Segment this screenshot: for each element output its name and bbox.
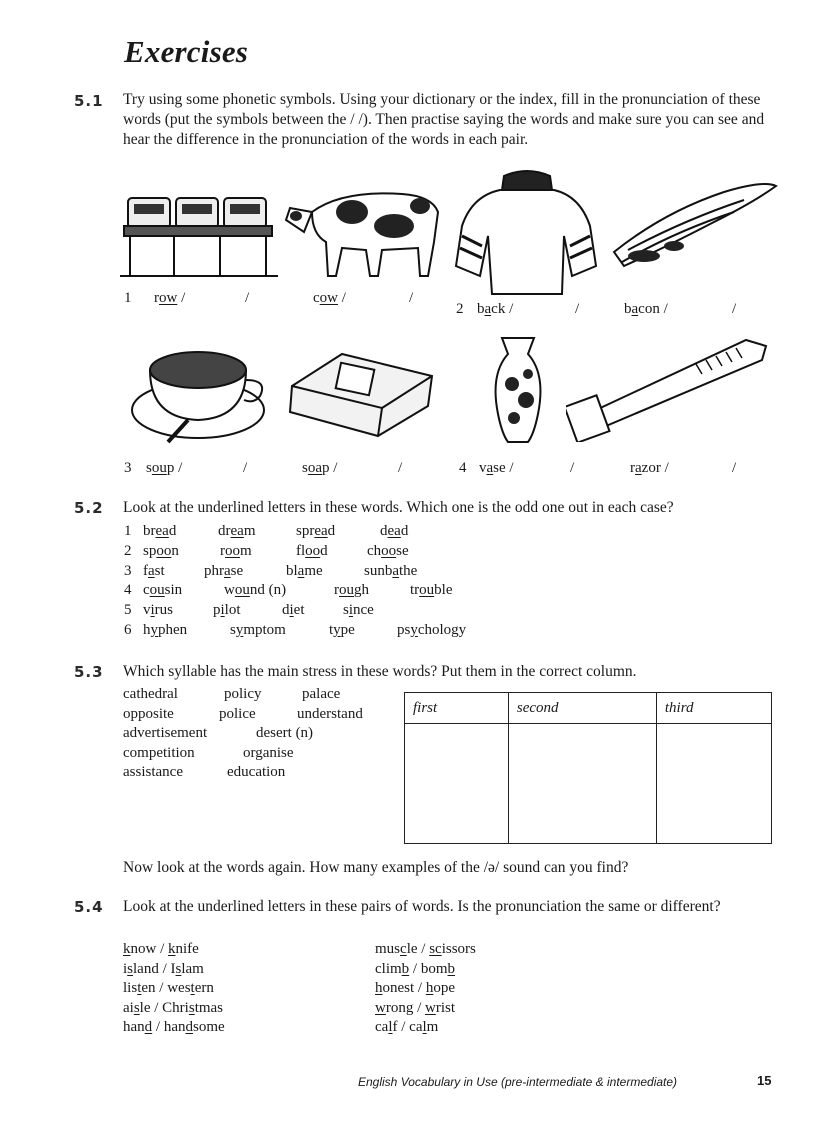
- word-pair: calf / calm: [375, 1019, 439, 1036]
- word-pair: wrong / wrist: [375, 999, 456, 1016]
- row-number: 1: [124, 523, 132, 539]
- stress-word: desert (n): [256, 725, 314, 742]
- answer-cell-first[interactable]: [405, 724, 509, 844]
- pair-number-1: 1: [124, 290, 132, 306]
- word-option: phrase: [204, 562, 244, 579]
- word-option: type: [329, 622, 355, 638]
- exercise-number-5-2: 5.2: [74, 499, 104, 517]
- word-option: symptom: [230, 622, 286, 638]
- word-option: dream: [218, 523, 256, 539]
- slash: /: [575, 301, 580, 317]
- slash: /: [570, 460, 575, 476]
- underlined-letters: y: [150, 622, 158, 638]
- exercise-5-3-followup: Now look at the words again. How many examples of the /ə/ sound can you find?: [123, 859, 629, 876]
- stress-word: assistance: [123, 764, 183, 781]
- underlined-letters: c: [400, 941, 407, 957]
- underlined-letters: oo: [225, 542, 240, 559]
- underlined-letters: h: [425, 980, 434, 997]
- slash: /: [243, 460, 248, 476]
- word-option: choose: [367, 542, 409, 559]
- underlined-letters: s: [133, 999, 140, 1016]
- word-option: spoon: [143, 542, 179, 559]
- underlined-letters: l: [388, 1019, 393, 1036]
- pair-word: honest: [375, 980, 415, 997]
- stress-word: education: [227, 764, 286, 781]
- exercise-number-5-4: 5.4: [74, 898, 104, 916]
- exercise-5-4-instruction: Look at the underlined letters in these pairs of words. Is the pronunciation the same or different?: [123, 898, 721, 915]
- word-cow: cow /: [313, 290, 346, 306]
- underlined-letters: oo: [381, 542, 397, 559]
- underlined-letters: ou: [149, 582, 165, 599]
- stress-word: cathedral: [123, 686, 178, 702]
- stress-word: understand: [297, 705, 363, 722]
- underlined-letters: ea: [230, 523, 244, 539]
- stress-word: police: [219, 705, 256, 722]
- soup-image: [128, 330, 278, 445]
- pair-word: island: [123, 960, 159, 977]
- word-option: trouble: [410, 582, 453, 599]
- stress-word: organise: [243, 744, 294, 761]
- word-razor: razor /: [630, 460, 669, 476]
- word-vase: vase /: [479, 460, 514, 476]
- word-option: wound (n): [224, 582, 287, 599]
- word-option: rough: [334, 582, 369, 599]
- page-number: 15: [757, 1073, 772, 1088]
- word-pair: know / knife: [123, 941, 199, 957]
- pair-word: Christmas: [162, 999, 224, 1016]
- underlined-letters: w: [375, 999, 386, 1016]
- word-pair: listen / western: [123, 980, 214, 997]
- pair-word: knife: [168, 941, 199, 957]
- word-pair: island / Islam: [123, 960, 204, 977]
- seats-image: [120, 178, 280, 283]
- word-option: dead: [380, 523, 409, 539]
- pair-word: hope: [425, 980, 456, 997]
- row-number: 3: [124, 562, 132, 579]
- stress-word: opposite: [123, 705, 174, 722]
- underlined-letters: sc: [429, 941, 442, 957]
- word-pair: muscle / scissors: [375, 941, 476, 957]
- word-option: sunbathe: [364, 562, 418, 579]
- exercise-5-1-instruction: Try using some phonetic symbols. Using your dictionary or the index, fill in the pronunciation of these words (put the symbols between the / /). Then practise saying the words and make sure you can see and hear the difference in the pronunciation of the words in each pair.: [123, 91, 765, 148]
- word-row: row /: [154, 290, 186, 306]
- underlined-letters: i: [348, 602, 354, 619]
- column-third: third: [656, 693, 771, 724]
- word-option: cousin: [143, 582, 183, 599]
- pair-word: climb: [375, 960, 410, 977]
- word-option: pilot: [213, 602, 241, 619]
- row-number: 6: [124, 622, 132, 638]
- pair-word: scissors: [429, 941, 476, 957]
- column-first: first: [405, 693, 509, 724]
- underlined-letters: oo: [305, 542, 321, 559]
- word-pair: climb / bomb: [375, 960, 456, 977]
- pair-word: handsome: [163, 1019, 225, 1036]
- bacon-image: [604, 172, 782, 277]
- underlined-letters: a: [148, 562, 155, 579]
- underlined-letters: h: [375, 980, 383, 997]
- pair-number-4: 4: [459, 460, 467, 476]
- underlined-letters: t: [137, 980, 142, 997]
- underlined-letters: i: [150, 602, 155, 619]
- slash: /: [245, 290, 250, 306]
- word-option: spread: [296, 523, 336, 539]
- stress-word: competition: [123, 744, 195, 761]
- stress-columns-table: [404, 692, 772, 844]
- stress-word: palace: [302, 686, 341, 702]
- pair-number-2: 2: [456, 301, 464, 317]
- underlined-letters: ea: [314, 523, 328, 539]
- underlined-letters: k: [123, 941, 131, 957]
- underlined-letters: oo: [156, 542, 172, 559]
- slash: /: [398, 460, 403, 476]
- stress-word: policy: [224, 686, 262, 702]
- exercise-number-5-3: 5.3: [74, 663, 104, 681]
- underlined-letters: d: [185, 1019, 194, 1036]
- word-option: bread: [143, 523, 177, 539]
- footer-book-title: English Vocabulary in Use (pre-intermediate & intermediate): [358, 1075, 678, 1089]
- word-bacon: bacon /: [624, 301, 668, 317]
- word-pair: hand / handsome: [123, 1019, 225, 1036]
- underlined-letters: s: [175, 960, 182, 977]
- row-number: 2: [124, 542, 132, 559]
- exercise-5-2-instruction: Look at the underlined letters in these words. Which one is the odd one out in each case?: [123, 499, 674, 516]
- pair-word: wrong: [375, 999, 414, 1016]
- underlined-letters: a: [224, 562, 231, 579]
- underlined-letters: a: [392, 562, 400, 579]
- pair-word: bomb: [420, 960, 456, 977]
- soap-image: [282, 346, 442, 441]
- slash: /: [732, 301, 737, 317]
- underlined-letters: d: [144, 1019, 153, 1036]
- underlined-letters: ou: [419, 582, 435, 599]
- word-pair: aisle / Christmas: [123, 999, 224, 1016]
- underlined-letters: y: [235, 622, 244, 638]
- pair-word: calf: [375, 1019, 398, 1036]
- pair-word: calm: [409, 1019, 439, 1036]
- pair-word: listen: [123, 980, 156, 997]
- underlined-letters: ou: [234, 582, 250, 599]
- slash: /: [732, 460, 737, 476]
- underlined-letters: ea: [155, 523, 169, 539]
- exercise-5-3-instruction: Which syllable has the main stress in these words? Put them in the correct column.: [123, 663, 637, 680]
- word-option: diet: [282, 602, 305, 619]
- word-back: back /: [477, 301, 514, 317]
- underlined-letters: a: [297, 562, 305, 579]
- underlined-letters: l: [422, 1019, 427, 1036]
- underlined-letters: t: [190, 980, 195, 997]
- back-image: [452, 166, 602, 296]
- pair-word: western: [167, 980, 214, 997]
- row-number: 4: [124, 582, 132, 599]
- cow-image: [282, 172, 450, 284]
- word-option: fast: [143, 562, 165, 579]
- pair-word: muscle: [375, 941, 418, 957]
- pair-word: wrist: [425, 999, 456, 1016]
- word-option: flood: [296, 542, 328, 559]
- word-option: virus: [143, 602, 174, 619]
- row-number: 5: [124, 602, 132, 619]
- answer-cell-second[interactable]: [508, 724, 656, 844]
- pair-word: know: [123, 941, 157, 957]
- underlined-letters: y: [410, 622, 418, 638]
- underlined-letters: s: [188, 999, 195, 1016]
- underlined-letters: y: [333, 622, 341, 638]
- word-option: hyphen: [143, 622, 188, 638]
- underlined-letters: ea: [387, 523, 401, 539]
- stress-word: advertisement: [123, 725, 208, 742]
- razor-image: [566, 330, 778, 442]
- underlined-letters: i: [220, 602, 225, 619]
- underlined-letters: ou: [339, 582, 354, 599]
- word-option: blame: [286, 562, 323, 579]
- underlined-letters: k: [168, 941, 176, 957]
- underlined-letters: i: [289, 602, 294, 619]
- word-option: psychology: [397, 622, 467, 638]
- pair-word: Islam: [170, 960, 204, 977]
- page-title: Exercises: [124, 34, 249, 69]
- word-option: since: [343, 602, 374, 619]
- underlined-letters: s: [127, 960, 134, 977]
- underlined-letters: b: [447, 960, 456, 977]
- pair-word: aisle: [123, 999, 151, 1016]
- word-soup: soup /: [146, 460, 183, 476]
- word-soap: soap /: [302, 460, 338, 476]
- answer-cell-third[interactable]: [656, 724, 771, 844]
- column-second: second: [508, 693, 656, 724]
- pair-number-3: 3: [124, 460, 132, 476]
- word-pair: honest / hope: [375, 980, 456, 997]
- vase-image: [488, 334, 548, 446]
- pair-word: hand: [123, 1019, 153, 1036]
- underlined-letters: b: [401, 960, 410, 977]
- underlined-letters: w: [425, 999, 436, 1016]
- exercise-number-5-1: 5.1: [74, 92, 104, 110]
- word-option: room: [220, 542, 252, 559]
- slash: /: [409, 290, 414, 306]
